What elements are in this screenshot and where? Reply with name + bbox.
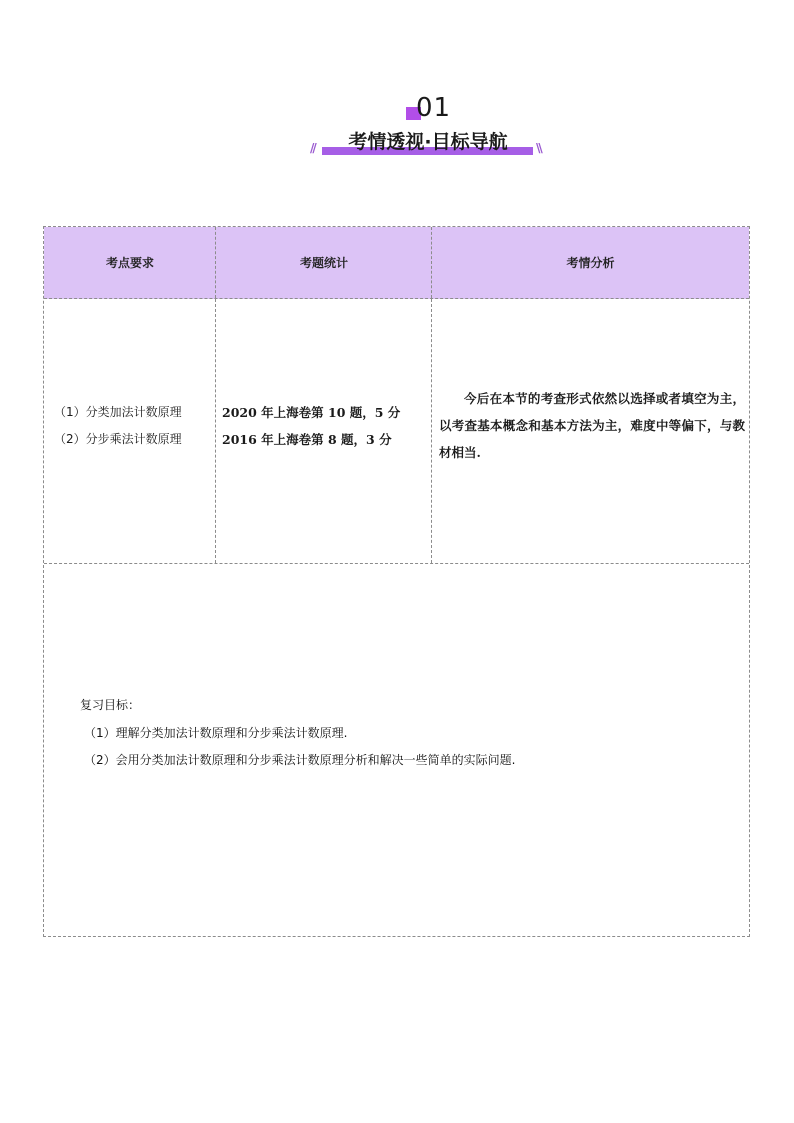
header-analysis: 考情分析 <box>566 256 615 270</box>
statistics-cell <box>222 399 427 453</box>
header-statistics: 考题统计 <box>299 256 348 270</box>
review-goal-item: （2）会用分类加法计数原理和分步乘法计数原理分析和解决一些简单的实际问题. <box>84 753 516 767</box>
review-goals-cell <box>44 564 749 936</box>
section-number-badge <box>406 93 466 125</box>
slash-decoration-left: // <box>310 141 315 155</box>
column-divider <box>215 299 216 563</box>
exam-analysis-table <box>43 226 750 937</box>
section-title: 考情透视·目标导航 <box>348 131 508 153</box>
analysis-cell: 今后在本节的考查形式依然以选择或者填空为主，以考查基本概念和基本方法为主，难度中等偏下，与教材相当. <box>439 391 745 460</box>
section-number: 01 <box>416 93 452 123</box>
section-title-banner <box>308 128 548 158</box>
table-header-row <box>44 227 749 299</box>
header-requirements: 考点要求 <box>105 256 154 270</box>
slash-decoration-right: \\ <box>536 141 541 155</box>
requirement-item: （1）分类加法计数原理 <box>54 405 182 419</box>
column-divider <box>215 227 216 298</box>
column-divider <box>431 227 432 298</box>
requirements-cell <box>54 399 214 453</box>
column-divider <box>431 299 432 563</box>
review-goals-title: 复习目标： <box>80 698 141 712</box>
statistic-item: 2016 年上海卷第 8 题，3 分 <box>222 432 392 447</box>
review-goal-item: （1）理解分类加法计数原理和分步乘法计数原理. <box>84 726 348 740</box>
requirement-item: （2）分步乘法计数原理 <box>54 432 182 446</box>
table-body-row <box>44 299 749 564</box>
statistic-item: 2020 年上海卷第 10 题，5 分 <box>222 405 401 420</box>
